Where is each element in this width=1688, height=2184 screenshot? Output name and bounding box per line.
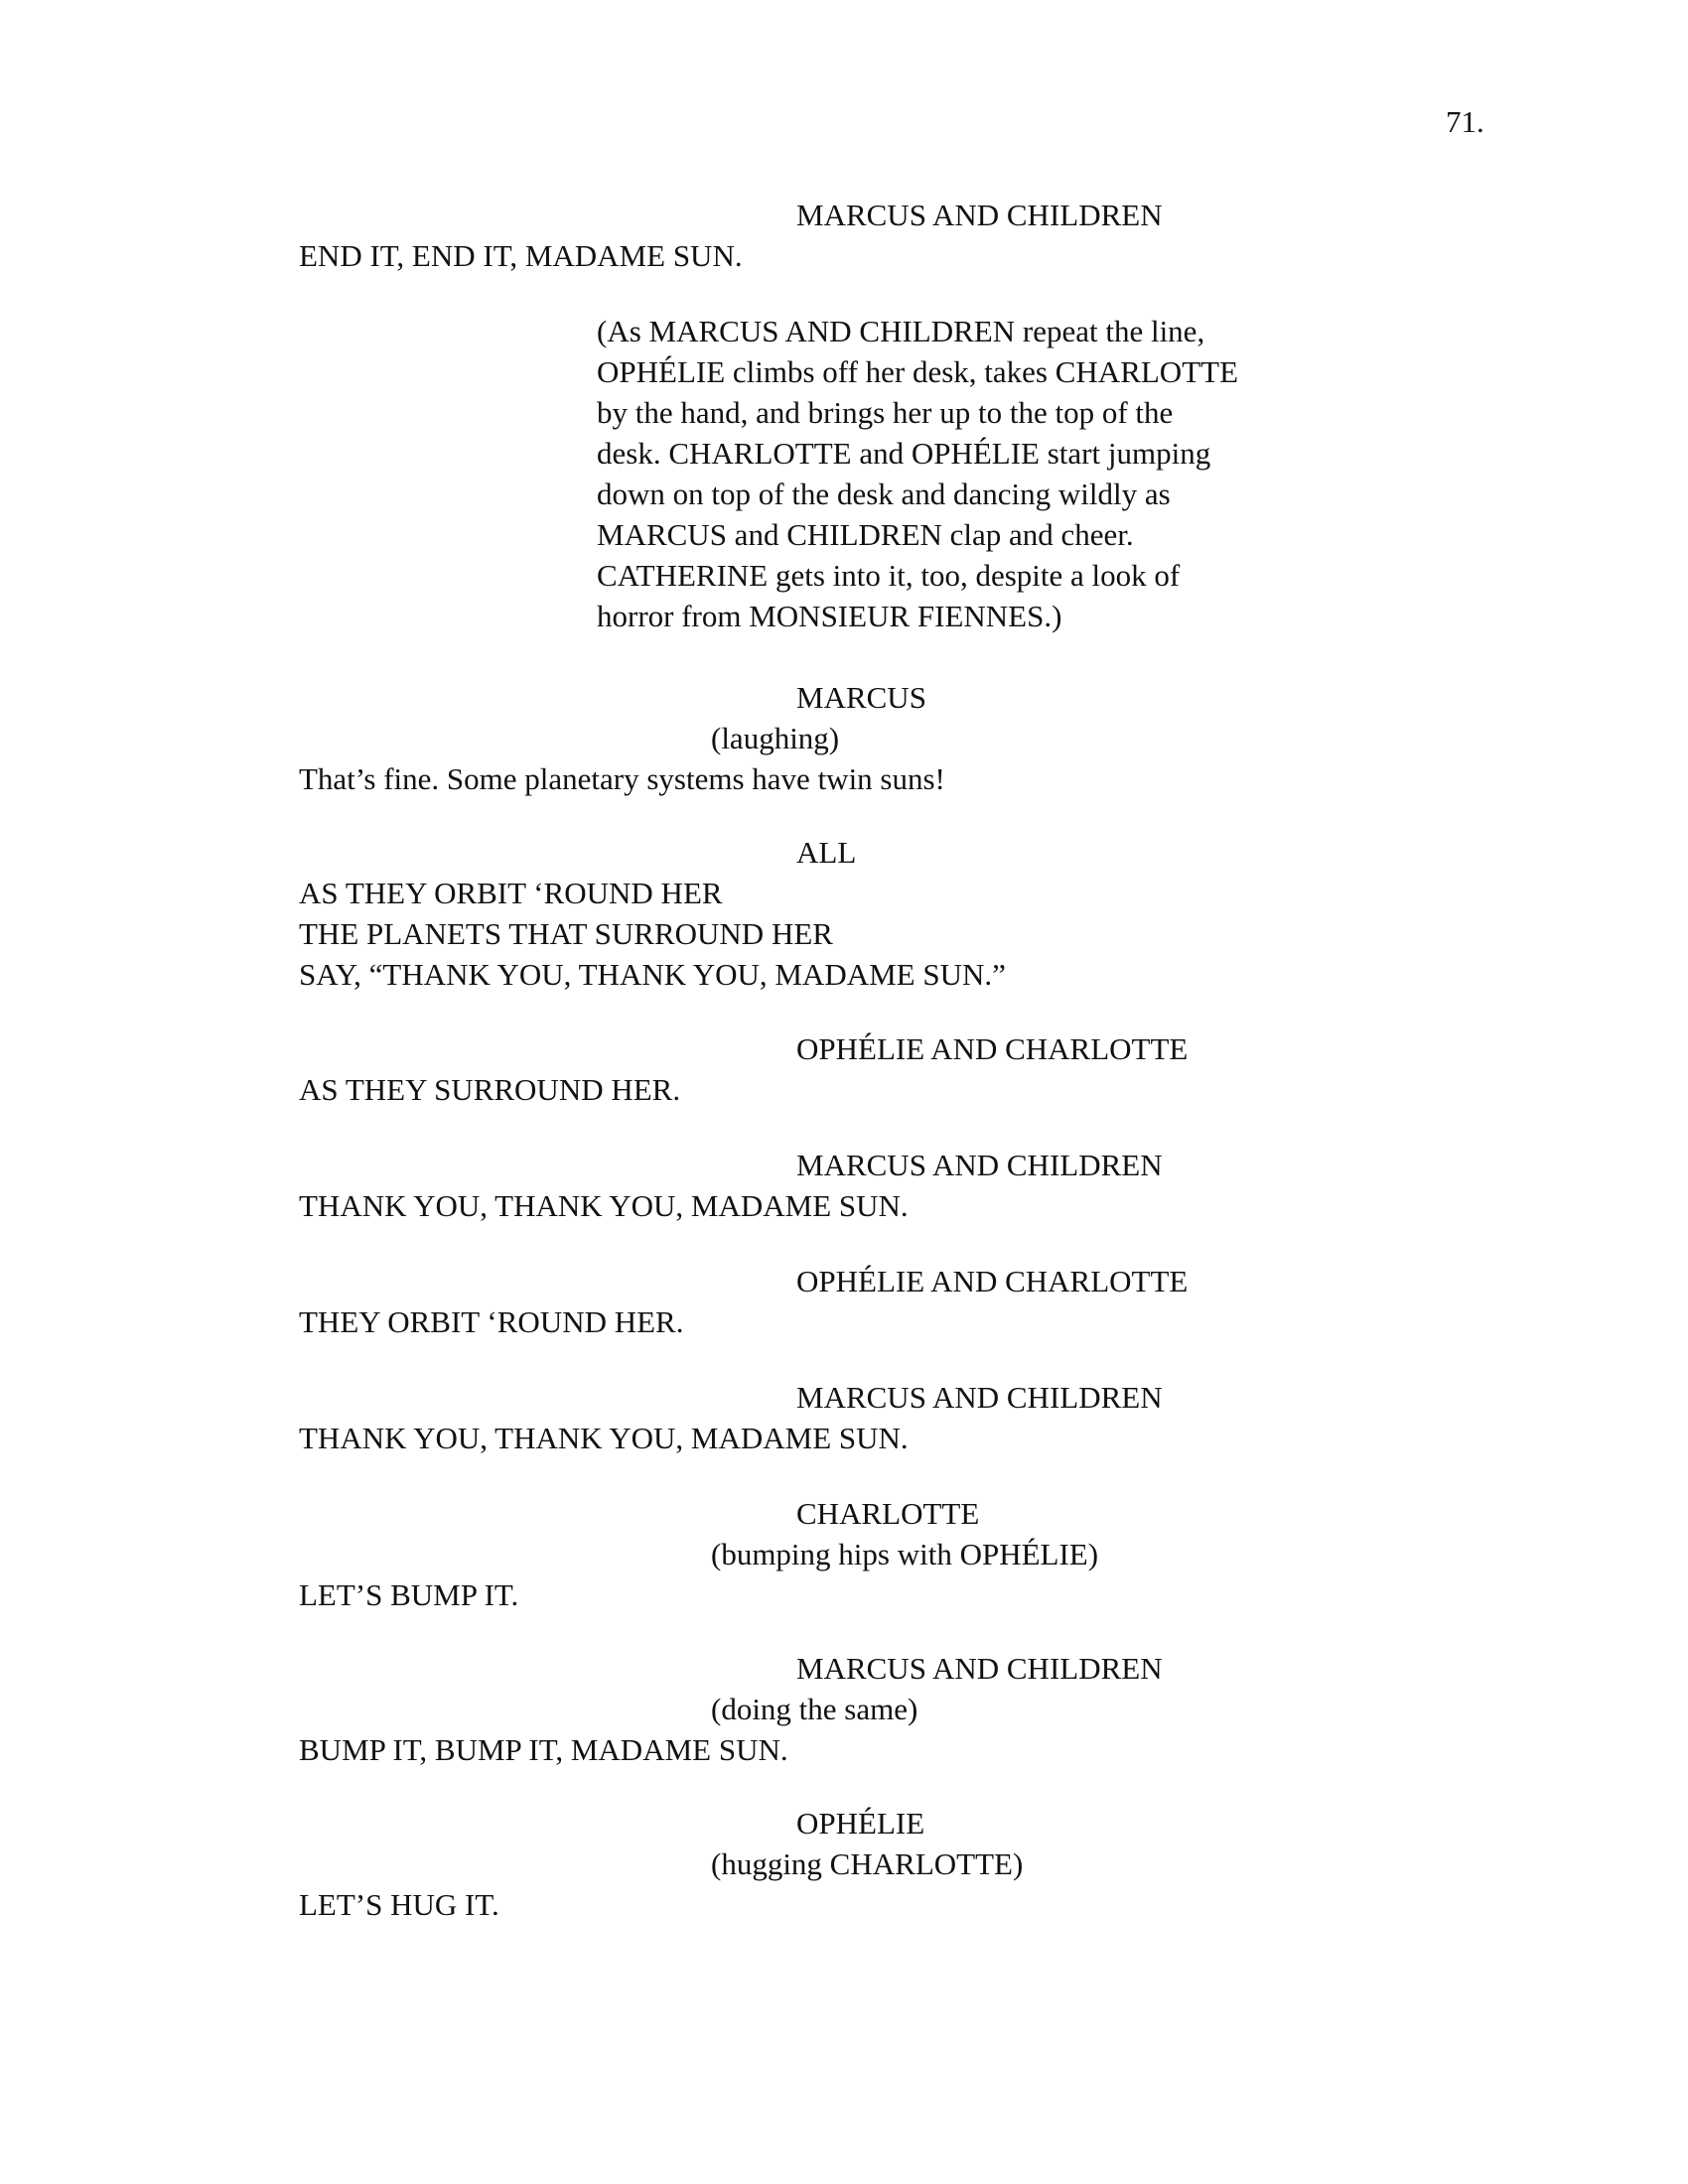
dialogue-line: LET’S BUMP IT.	[299, 1577, 519, 1612]
stage-direction-line: (As MARCUS AND CHILDREN repeat the line,	[597, 314, 1205, 348]
character-name: MARCUS	[796, 680, 926, 715]
stage-direction-line: down on top of the desk and dancing wildly as	[597, 477, 1171, 511]
character-name: CHARLOTTE	[796, 1496, 980, 1531]
dialogue-block	[0, 1493, 1688, 1615]
character-name: OPHÉLIE AND CHARLOTTE	[796, 1031, 1189, 1066]
dialogue-block	[0, 1261, 1688, 1342]
parenthetical: (laughing)	[711, 721, 840, 755]
dialogue-block	[0, 1803, 1688, 1925]
dialogue-line: AS THEY SURROUND HER.	[299, 1072, 681, 1107]
parenthetical: (hugging CHARLOTTE)	[711, 1846, 1024, 1881]
stage-direction-line: by the hand, and brings her up to the top of the	[597, 395, 1174, 430]
dialogue-line: THANK YOU, THANK YOU, MADAME SUN.	[299, 1421, 909, 1455]
character-name: MARCUS AND CHILDREN	[796, 1380, 1163, 1415]
page-number: 71.	[1446, 104, 1484, 139]
character-name: OPHÉLIE	[796, 1806, 925, 1841]
dialogue-line: THANK YOU, THANK YOU, MADAME SUN.	[299, 1188, 909, 1223]
dialogue-line: That’s fine. Some planetary systems have twin suns!	[299, 761, 945, 796]
character-name: MARCUS AND CHILDREN	[796, 198, 1163, 232]
dialogue-block	[0, 832, 1688, 995]
character-name: OPHÉLIE AND CHARLOTTE	[796, 1264, 1189, 1298]
stage-direction-line: desk. CHARLOTTE and OPHÉLIE start jumping	[597, 436, 1211, 471]
dialogue-block	[0, 1028, 1688, 1110]
dialogue-block	[0, 1648, 1688, 1770]
dialogue-line: THEY ORBIT ‘ROUND HER.	[299, 1304, 684, 1339]
dialogue-line: AS THEY ORBIT ‘ROUND HER	[299, 876, 723, 910]
dialogue-line: THE PLANETS THAT SURROUND HER	[299, 916, 833, 951]
dialogue-line: LET’S HUG IT.	[299, 1887, 499, 1922]
stage-direction-line: OPHÉLIE climbs off her desk, takes CHARLOTTE	[597, 354, 1239, 389]
character-name: ALL	[796, 835, 857, 870]
stage-direction-line: horror from MONSIEUR FIENNES.)	[597, 599, 1062, 633]
parenthetical: (bumping hips with OPHÉLIE)	[711, 1537, 1099, 1571]
stage-direction	[597, 311, 1312, 636]
dialogue-block	[0, 677, 1688, 799]
dialogue-line: END IT, END IT, MADAME SUN.	[299, 238, 743, 273]
parenthetical: (doing the same)	[711, 1692, 918, 1726]
dialogue-block	[0, 1377, 1688, 1458]
stage-direction-line: CATHERINE gets into it, too, despite a look of	[597, 558, 1181, 593]
dialogue-block	[0, 1145, 1688, 1226]
dialogue-block	[0, 195, 1688, 276]
dialogue-line: BUMP IT, BUMP IT, MADAME SUN.	[299, 1732, 788, 1767]
dialogue-line: SAY, “THANK YOU, THANK YOU, MADAME SUN.”	[299, 957, 1006, 992]
stage-direction-line: MARCUS and CHILDREN clap and cheer.	[597, 517, 1134, 552]
character-name: MARCUS AND CHILDREN	[796, 1651, 1163, 1686]
character-name: MARCUS AND CHILDREN	[796, 1148, 1163, 1182]
